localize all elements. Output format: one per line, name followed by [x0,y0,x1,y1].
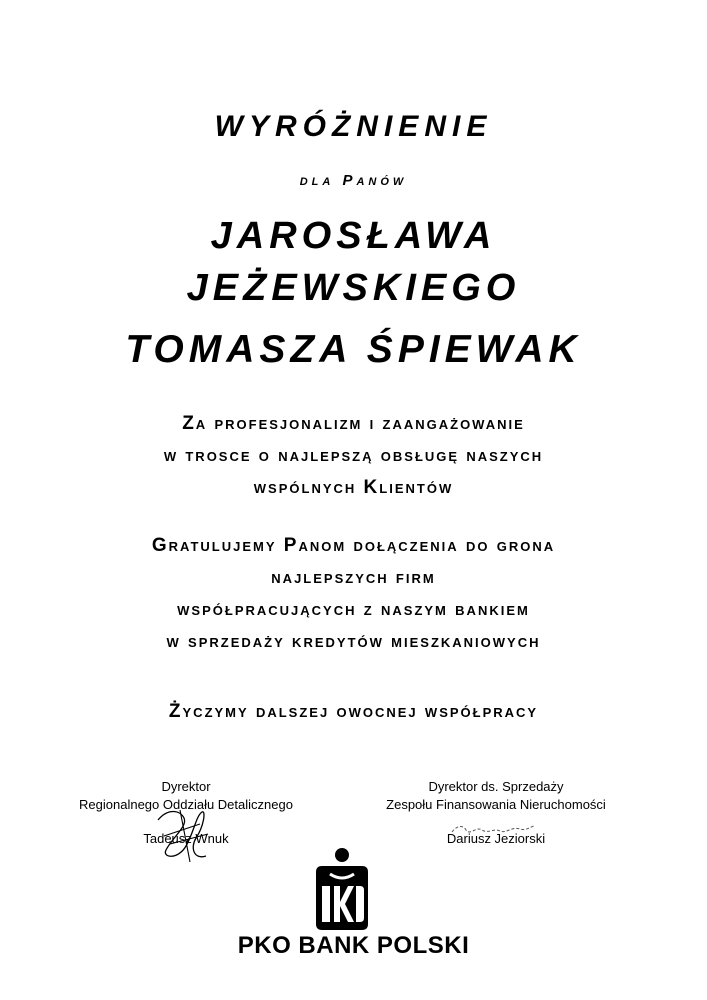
recipient-last-name: JEŻEWSKIEGO [186,267,521,309]
citation-paragraph [0,408,707,504]
citation-line: w trosce o najlepszą obsługę naszych [163,445,544,466]
certificate-title: WYRÓŻNIENIE [214,110,493,143]
congratulations-line: najlepszych firm [271,567,436,588]
congratulations-line: współpracujących z naszym bankiem [177,599,530,620]
signatory-name: Tadeusz Wnuk [143,831,229,846]
certificate-subtitle: dla Panów [299,172,408,189]
signature-block-right [346,778,646,848]
signatory-department: Regionalnego Oddziału Detalicznego [79,797,293,812]
bank-name: PKO BANK POLSKI [237,932,470,959]
citation-line: Za profesjonalizm i zaangażowanie [182,413,525,434]
congratulations-paragraph [0,530,707,658]
recipient-second-name: TOMASZA ŚPIEWAK [125,328,582,371]
recipient-first-name: JAROSŁAWA [210,215,497,257]
pko-logo-icon [312,848,372,932]
signatory-role: Dyrektor [161,779,211,794]
signatory-department: Zespołu Finansowania Nieruchomości [386,797,606,812]
signature-block-left [36,778,336,848]
citation-line: wspólnych Klientów [253,477,454,498]
signatory-name: Dariusz Jeziorski [446,831,546,846]
congratulations-line: Gratulujemy Panom dołączenia do grona [151,535,556,556]
wishes-line: Życzymy dalszej owocnej współpracy [168,701,539,722]
signatory-role: Dyrektor ds. Sprzedaży [428,779,564,794]
congratulations-line: w sprzedaży kredytów mieszkaniowych [166,631,541,652]
